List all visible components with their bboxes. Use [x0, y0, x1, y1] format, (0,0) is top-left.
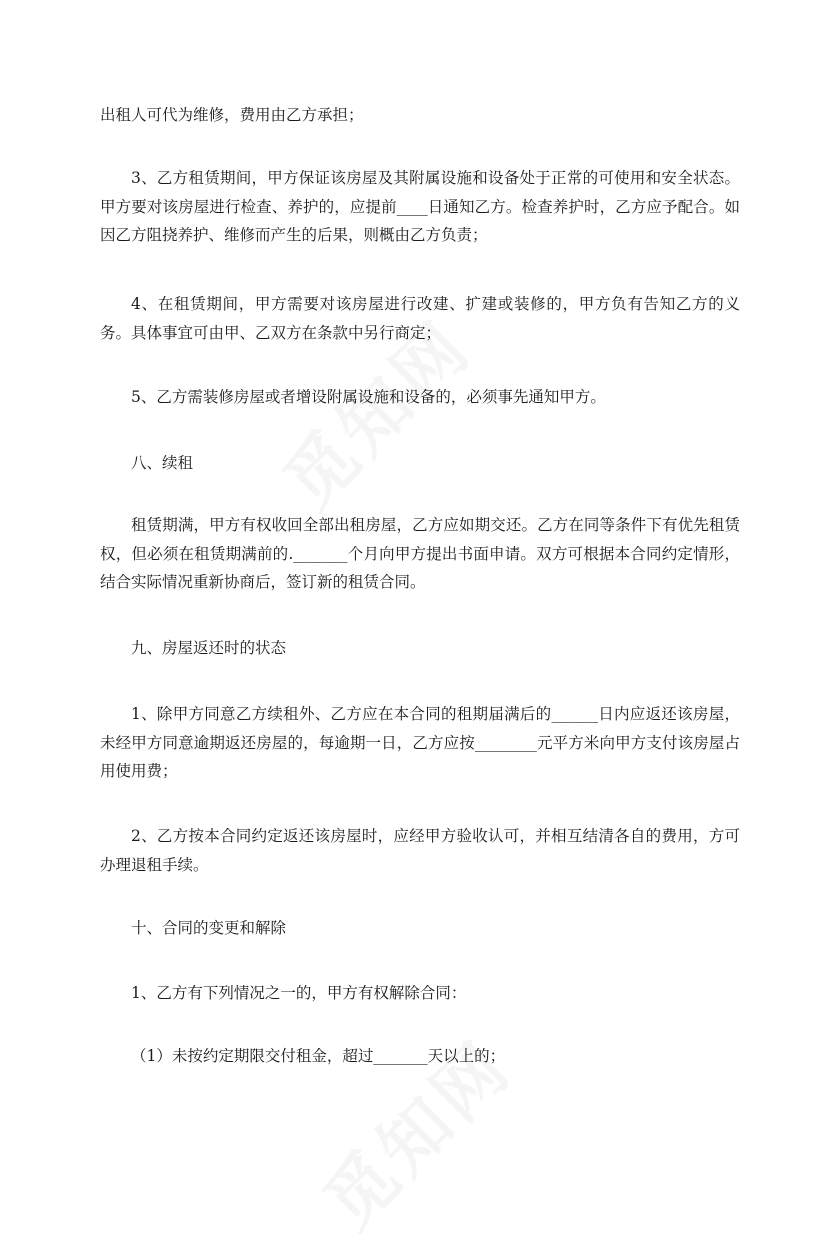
paragraph: （1）未按约定期限交付租金，超过_______天以上的； — [131, 1047, 506, 1065]
paragraph: 4、在租赁期间，甲方需要对该房屋进行改建、扩建或装修的，甲方负有告知乙方的义务。具体事宜可由甲、乙双方在条款中另行商定； — [100, 295, 740, 342]
paragraph: 出租人可代为维修，费用由乙方承担； — [100, 106, 364, 124]
paragraph: 1、除甲方同意乙方续租外、乙方应在本合同的租期届满后的______日内应返还该房屋，未经甲方同意逾期返还房屋的，每逾期一日，乙方应按________元平方米向甲方支付该房屋占用使用费； — [100, 705, 740, 780]
paragraph: 2、乙方按本合同约定返还该房屋时，应经甲方验收认可，并相互结清各自的费用，方可办理退租手续。 — [100, 827, 740, 874]
section-heading: 八、续租 — [131, 454, 194, 472]
paragraph: 1、乙方有下列情况之一的，甲方有权解除合同： — [131, 984, 467, 1002]
paragraph: 租赁期满，甲方有权收回全部出租房屋，乙方应如期交还。乙方在同等条件下有优先租赁权，但必须在租赁期满前的._______个月向甲方提出书面申请。双方可根据本合同约定情形，结合实际情况重新协商后，签订新的租赁合同。 — [100, 516, 740, 591]
section-heading: 十、合同的变更和解除 — [131, 919, 287, 937]
paragraph: 3、乙方租赁期间，甲方保证该房屋及其附属设施和设备处于正常的可使用和安全状态。甲方要对该房屋进行检查、养护的，应提前____日通知乙方。检查养护时，乙方应予配合。如因乙方阻挠养护、维修而产生的后果，则概由乙方负责； — [100, 169, 740, 244]
section-heading: 九、房屋返还时的状态 — [131, 639, 287, 657]
paragraph: 5、乙方需装修房屋或者增设附属设施和设备的，必须事先通知甲方。 — [131, 388, 606, 406]
